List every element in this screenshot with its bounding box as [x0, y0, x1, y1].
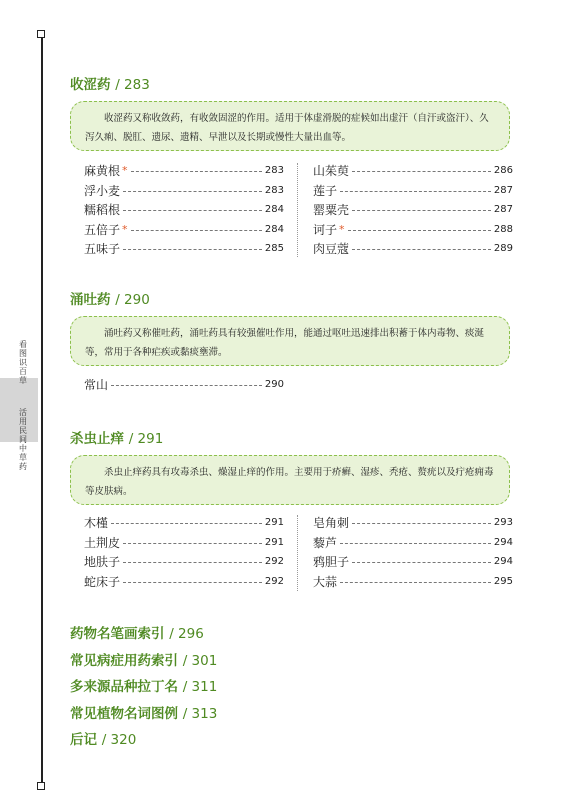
spine-bottom-ornament	[37, 782, 45, 790]
toc-entry[interactable]	[313, 181, 513, 201]
leader-dots	[123, 543, 262, 544]
entry-page: 294	[493, 536, 513, 548]
section-title-text: 收涩药	[70, 77, 111, 93]
entry-name: 五味子	[84, 242, 121, 257]
entry-name: 肉豆蔻	[313, 242, 350, 257]
entry-column-left	[84, 375, 284, 395]
leader-dots	[123, 249, 262, 250]
section-title[interactable]	[70, 73, 150, 93]
entry-name: 蛇床子	[84, 574, 121, 589]
index-title: 后记	[70, 732, 97, 748]
entry-page: 286	[493, 165, 513, 177]
toc-entry[interactable]	[313, 572, 513, 592]
toc-entry[interactable]	[84, 533, 284, 553]
section-page: / 283	[115, 77, 150, 93]
entry-name: 鸦胆子	[313, 555, 350, 570]
toc-entry[interactable]	[313, 552, 513, 572]
entry-page: 289	[493, 243, 513, 255]
index-page: / 301	[182, 653, 218, 669]
entry-name: 浮小麦	[84, 183, 121, 198]
entry-page: 283	[264, 184, 284, 196]
entry-name: 大蒜	[313, 574, 338, 589]
entry-page: 284	[264, 223, 284, 235]
column-divider	[297, 163, 298, 257]
toc-entry[interactable]	[313, 513, 513, 533]
index-entry-disease[interactable]	[70, 649, 217, 669]
entry-page: 288	[493, 223, 513, 235]
entry-column-left	[84, 161, 284, 259]
index-title: 多来源品种拉丁名	[70, 679, 178, 695]
side-book-title: 看图识百草	[19, 340, 27, 385]
entry-name: 麻黄根	[84, 164, 121, 179]
index-page: / 311	[182, 679, 218, 695]
entry-page: 293	[493, 517, 513, 529]
leader-dots	[111, 523, 262, 524]
toc-entry[interactable]	[313, 161, 513, 181]
leader-dots	[352, 562, 491, 563]
leader-dots	[340, 191, 491, 192]
leader-dots	[352, 210, 491, 211]
toc-entry[interactable]	[313, 200, 513, 220]
toc-entry[interactable]	[313, 239, 513, 259]
entry-name: 诃子	[313, 222, 338, 237]
entry-page: 292	[264, 575, 284, 587]
leader-dots	[340, 543, 491, 544]
leader-dots	[352, 523, 491, 524]
column-divider	[297, 515, 298, 591]
index-page: / 313	[182, 706, 218, 722]
entry-page: 284	[264, 204, 284, 216]
leader-dots	[131, 230, 262, 231]
leader-dots	[123, 562, 262, 563]
index-entry-glossary[interactable]	[70, 702, 217, 722]
entry-name: 土荆皮	[84, 535, 121, 550]
entry-name: 皂角刺	[313, 516, 350, 531]
index-page: / 320	[101, 732, 137, 748]
leader-dots	[123, 210, 262, 211]
entry-column-right	[313, 161, 513, 259]
entry-name: 五倍子	[84, 222, 121, 237]
index-page: / 296	[169, 626, 204, 642]
star-marker: *	[122, 164, 128, 178]
section-description: 收涩药又称收敛药，有收敛固涩的作用。适用于体虚滑脱的症候如出虚汗（自汗或盗汗）、久泻久痢、脱肛、遗尿、遗精、早泄以及长期或慢性大量出血等。	[70, 101, 510, 151]
index-entry-stroke[interactable]	[70, 622, 204, 642]
toc-entry[interactable]	[84, 552, 284, 572]
toc-entry[interactable]	[84, 513, 284, 533]
page-spine-line	[41, 30, 43, 790]
leader-dots	[352, 171, 491, 172]
section-title[interactable]	[70, 288, 150, 308]
toc-entry[interactable]	[84, 572, 284, 592]
star-marker: *	[122, 222, 128, 236]
section-title-text: 杀虫止痒	[70, 431, 124, 447]
toc-entry[interactable]	[84, 375, 284, 395]
leader-dots	[123, 191, 262, 192]
section-page: / 291	[128, 431, 164, 447]
entry-page: 283	[264, 165, 284, 177]
spine-top-ornament	[37, 30, 45, 38]
entry-name: 藜芦	[313, 535, 338, 550]
index-title: 常见病症用药索引	[70, 653, 178, 669]
section-title[interactable]	[70, 427, 163, 447]
leader-dots	[123, 582, 262, 583]
entry-name: 木槿	[84, 516, 109, 531]
section-title-text: 涌吐药	[70, 292, 111, 308]
entry-page: 287	[493, 184, 513, 196]
leader-dots	[111, 385, 262, 386]
section-description: 杀虫止痒药具有攻毒杀虫、燥湿止痒的作用。主要用于疥癣、湿疹、秃疮、赘疣以及疔疮痈毒等皮肤病。	[70, 455, 510, 505]
star-marker: *	[339, 222, 345, 236]
side-part-title: 活用民间中草药	[19, 408, 27, 471]
leader-dots	[348, 230, 491, 231]
entry-name: 糯稻根	[84, 203, 121, 218]
entry-page: 287	[493, 204, 513, 216]
toc-entry[interactable]	[84, 161, 284, 181]
section-page: / 290	[115, 292, 150, 308]
entry-name: 山茱萸	[313, 164, 350, 179]
entry-page: 291	[264, 536, 284, 548]
entry-page: 292	[264, 556, 284, 568]
toc-entry[interactable]	[84, 220, 284, 240]
leader-dots	[340, 582, 491, 583]
toc-entry[interactable]	[84, 239, 284, 259]
entry-name: 常山	[84, 378, 109, 393]
leader-dots	[131, 171, 262, 172]
entry-name: 地肤子	[84, 555, 121, 570]
index-title: 常见植物名词图例	[70, 706, 178, 722]
toc-entry[interactable]	[313, 533, 513, 553]
leader-dots	[352, 249, 491, 250]
entry-page: 285	[264, 243, 284, 255]
entry-column-left	[84, 513, 284, 591]
section-description: 涌吐药又称催吐药，涌吐药具有较强催吐作用，能通过呕吐迅速排出积蓄于体内毒物、痰涎等，常用于各种疟疾或黏痰壅滞。	[70, 316, 510, 366]
toc-entry[interactable]	[313, 220, 513, 240]
entry-column-right	[313, 513, 513, 591]
index-entry-latin[interactable]	[70, 675, 217, 695]
index-title: 药物名笔画索引	[70, 626, 165, 642]
entry-name: 罂粟壳	[313, 203, 350, 218]
entry-page: 291	[264, 517, 284, 529]
toc-entry[interactable]	[84, 181, 284, 201]
entry-page: 290	[264, 379, 284, 391]
toc-entry[interactable]	[84, 200, 284, 220]
index-entry-afterword[interactable]	[70, 728, 136, 748]
entry-page: 294	[493, 556, 513, 568]
entry-name: 莲子	[313, 183, 338, 198]
entry-page: 295	[493, 575, 513, 587]
